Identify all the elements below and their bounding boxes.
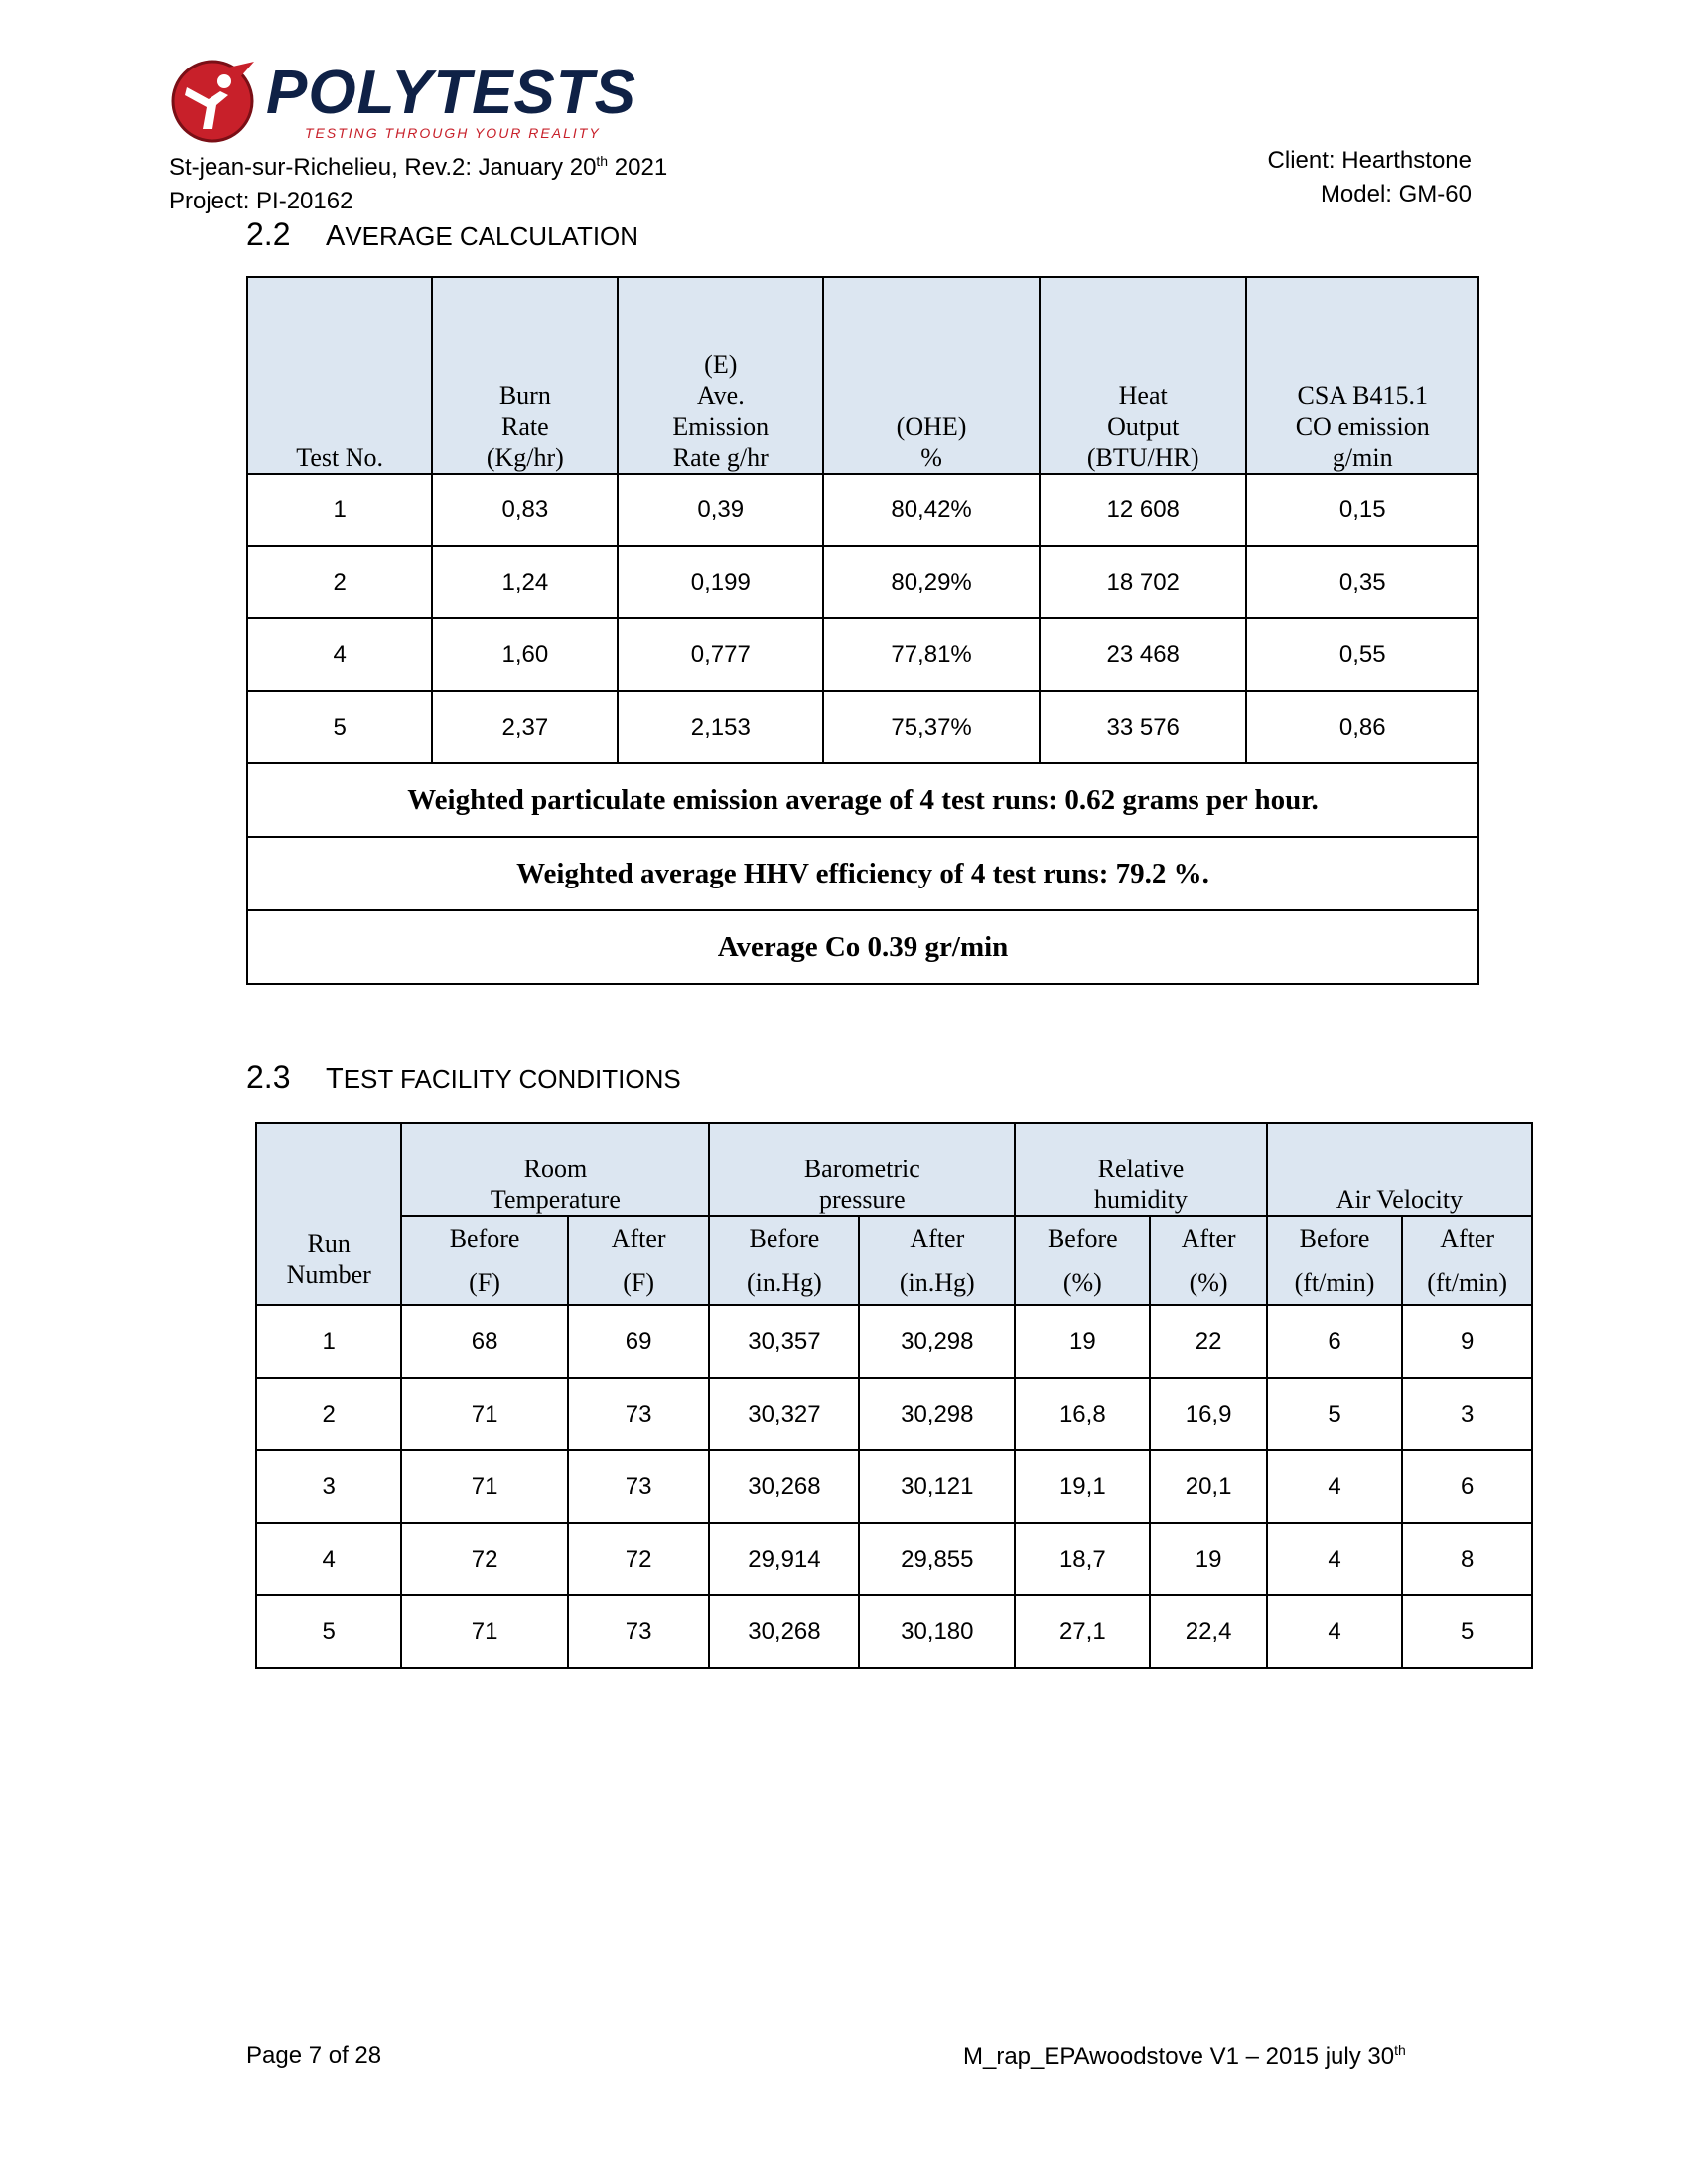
table-cell: 5 xyxy=(247,691,432,763)
group-header xyxy=(709,1123,1015,1216)
table-cell: 19 xyxy=(1015,1305,1150,1378)
header-line: (%) xyxy=(1189,1268,1228,1297)
table-cell: 30,268 xyxy=(709,1595,859,1668)
header-line: Relative xyxy=(1097,1155,1185,1183)
header-line: (E) xyxy=(704,350,738,379)
header-line: Room xyxy=(523,1155,588,1183)
header-client: Client: Hearthstone xyxy=(1267,147,1472,174)
summary-cell: Average Co 0.39 gr/min xyxy=(247,910,1478,984)
header-right xyxy=(1268,144,1472,211)
footer-page-number: Page 7 of 28 xyxy=(246,2042,382,2069)
table-cell: 75,37% xyxy=(823,691,1040,763)
header-line: (in.Hg) xyxy=(899,1268,975,1297)
column-header xyxy=(432,277,618,474)
table-header-row xyxy=(247,277,1478,474)
table-cell: 1 xyxy=(256,1305,401,1378)
table-cell: 72 xyxy=(401,1523,567,1595)
table-row xyxy=(256,1595,1532,1668)
table-cell: 5 xyxy=(1402,1595,1532,1668)
summary-cell: Weighted particulate emission average of 4 test runs: 0.62 grams per hour. xyxy=(247,763,1478,837)
summary-row xyxy=(247,837,1478,910)
header-line: humidity xyxy=(1094,1185,1188,1214)
subcolumn-header xyxy=(1402,1216,1532,1305)
table-cell: 33 576 xyxy=(1040,691,1247,763)
subcolumn-header xyxy=(709,1216,859,1305)
table-cell: 73 xyxy=(568,1450,710,1523)
header-line: (F) xyxy=(623,1268,654,1297)
header-line: % xyxy=(920,443,942,472)
table-cell: 68 xyxy=(401,1305,567,1378)
logo-wordmark: POLYTESTS xyxy=(266,59,637,127)
column-header xyxy=(1246,277,1478,474)
header-line: Output xyxy=(1107,412,1180,441)
table-cell: 0,55 xyxy=(1246,618,1478,691)
table-cell: 3 xyxy=(1402,1378,1532,1450)
table-cell: 2 xyxy=(247,546,432,618)
table-cell: 30,121 xyxy=(859,1450,1015,1523)
table-cell: 0,35 xyxy=(1246,546,1478,618)
header-line: Before xyxy=(749,1224,820,1253)
header-left xyxy=(169,144,667,218)
table-cell: 18 702 xyxy=(1040,546,1247,618)
header-line: Air Velocity xyxy=(1336,1185,1464,1214)
header-project: Project: PI-20162 xyxy=(169,188,353,214)
logo-mark-icon xyxy=(169,58,260,143)
table-cell: 22 xyxy=(1150,1305,1266,1378)
table-cell: 71 xyxy=(401,1450,567,1523)
table-cell: 4 xyxy=(1267,1450,1403,1523)
table-cell: 2,153 xyxy=(618,691,823,763)
subcolumn-header xyxy=(1267,1216,1403,1305)
header-line: pressure xyxy=(819,1185,906,1214)
header-line: Test No. xyxy=(296,443,384,472)
column-header xyxy=(247,277,432,474)
subcolumn-header xyxy=(568,1216,710,1305)
summary-row xyxy=(247,763,1478,837)
subcolumn-header xyxy=(1150,1216,1266,1305)
subcolumn-header xyxy=(859,1216,1015,1305)
table-cell: 4 xyxy=(1267,1523,1403,1595)
table-cell: 16,8 xyxy=(1015,1378,1150,1450)
header-line: Number xyxy=(286,1260,371,1289)
header-line: CSA B415.1 xyxy=(1297,381,1428,410)
table-cell: 0,777 xyxy=(618,618,823,691)
table-cell: 30,268 xyxy=(709,1450,859,1523)
header-line: (%) xyxy=(1062,1268,1102,1297)
header-line: CO emission xyxy=(1295,412,1430,441)
header-line: After xyxy=(910,1224,965,1253)
table-cell: 29,914 xyxy=(709,1523,859,1595)
table-cell: 22,4 xyxy=(1150,1595,1266,1668)
header-line: Before xyxy=(1299,1224,1370,1253)
table-group-header-row xyxy=(256,1123,1532,1216)
header-line: g/min xyxy=(1332,443,1393,472)
table-cell: 27,1 xyxy=(1015,1595,1150,1668)
table-cell: 12 608 xyxy=(1040,474,1247,546)
summary-row xyxy=(247,910,1478,984)
table-cell: 29,855 xyxy=(859,1523,1015,1595)
table-cell: 1,60 xyxy=(432,618,618,691)
table-row xyxy=(247,618,1478,691)
section-title-average-calculation: 2.2 AVERAGE CALCULATION xyxy=(246,216,639,252)
table-cell: 80,42% xyxy=(823,474,1040,546)
header-line: After xyxy=(611,1224,666,1253)
table-cell: 5 xyxy=(1267,1378,1403,1450)
table-cell: 73 xyxy=(568,1378,710,1450)
run-number-header xyxy=(256,1123,401,1305)
polytests-logo xyxy=(169,56,637,145)
group-header xyxy=(1015,1123,1267,1216)
header-line: Temperature xyxy=(490,1185,621,1214)
header-line: Rate xyxy=(501,412,549,441)
table-cell: 20,1 xyxy=(1150,1450,1266,1523)
table-cell: 1,24 xyxy=(432,546,618,618)
table-cell: 4 xyxy=(256,1523,401,1595)
header-line: Barometric xyxy=(803,1155,920,1183)
average-calculation-table xyxy=(246,276,1479,985)
header-line: After xyxy=(1181,1224,1236,1253)
table-cell: 77,81% xyxy=(823,618,1040,691)
facility-conditions-table xyxy=(255,1122,1533,1669)
table-cell: 19 xyxy=(1150,1523,1266,1595)
table-cell: 6 xyxy=(1267,1305,1403,1378)
subcolumn-header xyxy=(1015,1216,1150,1305)
table-cell: 19,1 xyxy=(1015,1450,1150,1523)
table-cell: 3 xyxy=(256,1450,401,1523)
header-line: Burn xyxy=(498,381,551,410)
table-cell: 0,86 xyxy=(1246,691,1478,763)
header-line: Run xyxy=(307,1229,351,1258)
table-cell: 30,298 xyxy=(859,1378,1015,1450)
table-cell: 0,15 xyxy=(1246,474,1478,546)
table-cell: 2 xyxy=(256,1378,401,1450)
table-cell: 5 xyxy=(256,1595,401,1668)
table-cell: 30,327 xyxy=(709,1378,859,1450)
table-cell: 71 xyxy=(401,1378,567,1450)
header-line: (ft/min) xyxy=(1294,1268,1375,1297)
header-line: Before xyxy=(449,1224,520,1253)
table-cell: 0,83 xyxy=(432,474,618,546)
footer-document-ref: M_rap_EPAwoodstove V1 – 2015 july 30th xyxy=(963,2042,1406,2070)
table-cell: 8 xyxy=(1402,1523,1532,1595)
header-line: (OHE) xyxy=(896,412,967,441)
header-model: Model: GM-60 xyxy=(1320,181,1472,207)
table-cell: 4 xyxy=(1267,1595,1403,1668)
table-cell: 0,39 xyxy=(618,474,823,546)
header-line: Emission xyxy=(672,412,770,441)
table-row xyxy=(247,691,1478,763)
column-header xyxy=(1040,277,1247,474)
column-header xyxy=(823,277,1040,474)
table-cell: 23 468 xyxy=(1040,618,1247,691)
table-row xyxy=(256,1450,1532,1523)
table-cell: 4 xyxy=(247,618,432,691)
group-header xyxy=(1267,1123,1532,1216)
logo-tagline: TESTING THROUGH YOUR REALITY xyxy=(305,125,601,141)
header-line: Heat xyxy=(1118,381,1168,410)
table-cell: 69 xyxy=(568,1305,710,1378)
table-cell: 71 xyxy=(401,1595,567,1668)
section-title-test-facility-conditions: 2.3 TEST FACILITY CONDITIONS xyxy=(246,1059,681,1095)
table-cell: 72 xyxy=(568,1523,710,1595)
header-line: (BTU/HR) xyxy=(1086,443,1199,472)
header-line: (in.Hg) xyxy=(747,1268,822,1297)
table-cell: 0,199 xyxy=(618,546,823,618)
table-cell: 30,357 xyxy=(709,1305,859,1378)
table-row xyxy=(256,1523,1532,1595)
header-line: (F) xyxy=(469,1268,500,1297)
table-cell: 6 xyxy=(1402,1450,1532,1523)
table-cell: 2,37 xyxy=(432,691,618,763)
header-line: (Kg/hr) xyxy=(486,443,564,472)
header-line: Before xyxy=(1047,1224,1118,1253)
table-cell: 9 xyxy=(1402,1305,1532,1378)
table-cell: 18,7 xyxy=(1015,1523,1150,1595)
header-line: (ft/min) xyxy=(1427,1268,1508,1297)
table-row xyxy=(256,1305,1532,1378)
header-line: After xyxy=(1440,1224,1495,1253)
summary-cell: Weighted average HHV efficiency of 4 test runs: 79.2 %. xyxy=(247,837,1478,910)
table-row xyxy=(247,546,1478,618)
group-header xyxy=(401,1123,709,1216)
table-cell: 73 xyxy=(568,1595,710,1668)
table-subheader-row xyxy=(256,1216,1532,1305)
subcolumn-header xyxy=(401,1216,567,1305)
table-cell: 80,29% xyxy=(823,546,1040,618)
table-row xyxy=(247,474,1478,546)
table-cell: 30,180 xyxy=(859,1595,1015,1668)
header-line: Ave. xyxy=(696,381,745,410)
header-location: St-jean-sur-Richelieu, Rev.2: January 20th 2021 xyxy=(169,153,668,181)
table-row xyxy=(256,1378,1532,1450)
table-cell: 1 xyxy=(247,474,432,546)
header-line: Rate g/hr xyxy=(672,443,769,472)
column-header xyxy=(618,277,823,474)
table-cell: 16,9 xyxy=(1150,1378,1266,1450)
table-cell: 30,298 xyxy=(859,1305,1015,1378)
